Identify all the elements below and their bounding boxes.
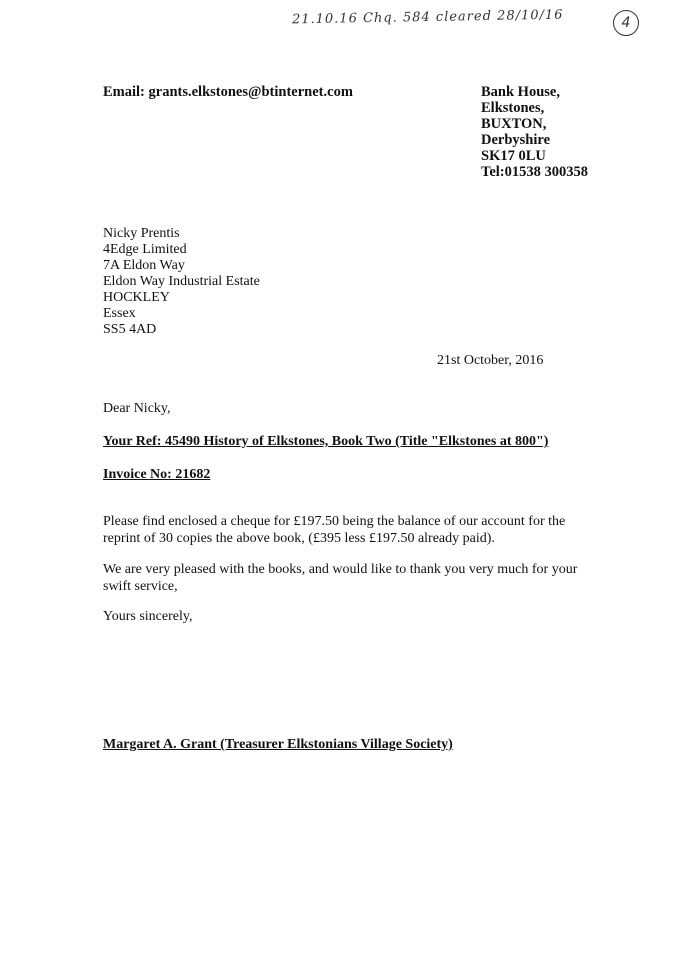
handwritten-note: 21.10.16 Chq. 584 cleared 28/10/16 <box>291 7 564 28</box>
salutation: Dear Nicky, <box>103 401 171 416</box>
sender-phone: Tel:01538 300358 <box>481 164 589 180</box>
recipient-address-line: HOCKLEY <box>103 290 170 305</box>
recipient-name: Nicky Prentis <box>103 226 180 241</box>
invoice-number: Invoice No: 21682 <box>103 467 211 482</box>
sender-address-line: Derbyshire <box>481 132 551 148</box>
sender-address-line: SK17 0LU <box>481 148 546 164</box>
signature-line: Margaret A. Grant (Treasurer Elkstonians Village Society) <box>103 737 453 752</box>
sender-address-line: Bank House, <box>481 84 560 100</box>
page-number-circle: 4 <box>613 10 639 36</box>
paragraph-thanks: We are very pleased with the books, and would like to thank you very much for your swift service, <box>103 562 578 594</box>
recipient-company: 4Edge Limited <box>103 242 187 257</box>
sender-address <box>481 84 588 180</box>
recipient-address-line: 7A Eldon Way <box>103 258 185 273</box>
closing: Yours sincerely, <box>103 609 193 624</box>
reference-line: Your Ref: 45490 History of Elkstones, Book Two (Title "Elkstones at 800") <box>103 434 549 449</box>
body-paragraph <box>103 561 588 595</box>
letter-date: 21st October, 2016 <box>437 353 544 368</box>
sender-address-line: BUXTON, <box>481 116 547 132</box>
paragraph-payment: Please find enclosed a cheque for £197.50 being the balance of our account for the reprint of 30 copies the above book, (£395 less £197.50 already paid). <box>103 514 566 546</box>
recipient-postcode: SS5 4AD <box>103 322 157 337</box>
recipient-address-line: Essex <box>103 306 136 321</box>
sender-address-line: Elkstones, <box>481 100 545 116</box>
recipient-address <box>103 226 260 338</box>
body-paragraph <box>103 513 588 547</box>
recipient-address-line: Eldon Way Industrial Estate <box>103 274 260 289</box>
sender-email: Email: grants.elkstones@btinternet.com <box>103 84 353 100</box>
